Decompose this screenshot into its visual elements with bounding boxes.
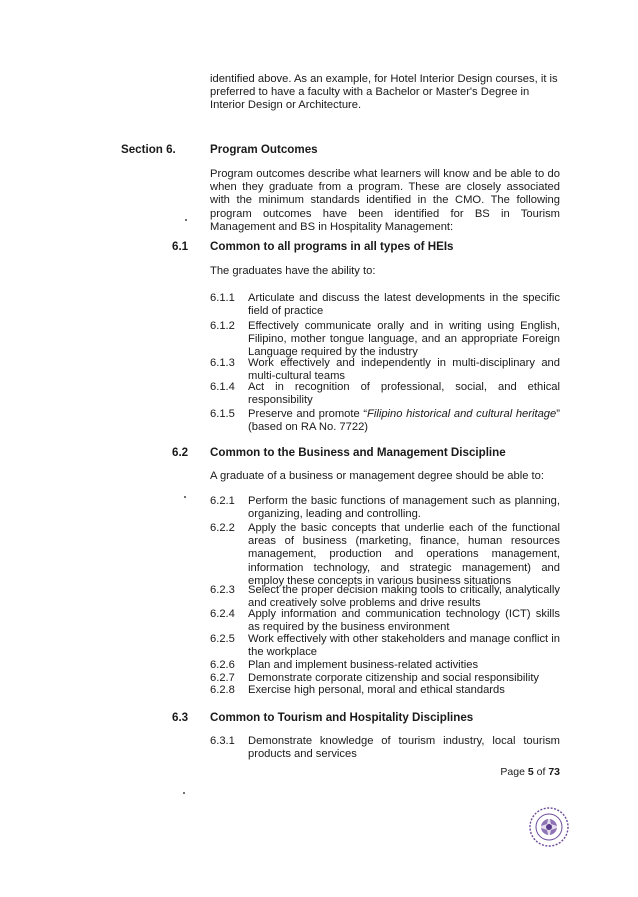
list-item-number: 6.2.8 xyxy=(210,684,235,696)
page-number: Page 5 of 73 xyxy=(500,766,560,778)
list-item xyxy=(210,608,560,634)
list-item-number: 6.2.4 xyxy=(210,608,235,620)
list-item xyxy=(210,659,560,672)
commission-seal-icon xyxy=(528,806,570,848)
subsection-title-6-3: Common to Tourism and Hospitality Disciplines xyxy=(210,711,474,724)
list-item-number: 6.2.5 xyxy=(210,633,235,645)
list-item-number: 6.3.1 xyxy=(210,735,235,747)
subsection-title-6-2: Common to the Business and Management Discipline xyxy=(210,446,506,459)
subsection-number-6-1: 6.1 xyxy=(172,240,189,253)
list-item xyxy=(210,633,560,659)
list-item-text: Select the proper decision making tools to critically, analytically and creatively solve problems and drive results xyxy=(248,584,560,610)
list-item-number: 6.2.3 xyxy=(210,584,235,596)
list-item-text: Work effectively and independently in multi-disciplinary and multi-cultural teams xyxy=(248,357,560,383)
subsection-title-6-1: Common to all programs in all types of HEIs xyxy=(210,240,454,253)
section-paragraph: Program outcomes describe what learners will know and be able to do when they graduate from a program. These are closely associated with the minimum standards identified in the CMO. The following program outcomes have been identified for BS in Tourism Management and BS in Hospitality Management: xyxy=(210,168,560,233)
subsection-lead-6-1: The graduates have the ability to: xyxy=(210,265,376,277)
list-item xyxy=(210,320,560,360)
list-item xyxy=(210,408,560,434)
list-item-number: 6.2.7 xyxy=(210,672,235,684)
list-item-text: Work effectively with other stakeholders and manage conflict in the workplace xyxy=(248,633,560,659)
list-item xyxy=(210,292,560,318)
section-title: Program Outcomes xyxy=(210,143,318,156)
list-item-text: Apply information and communication technology (ICT) skills as required by the business environment xyxy=(248,608,560,634)
list-item-text: Apply the basic concepts that underlie each of the functional areas of business (marketing, finance, human resources management, production and operations management, information technology, and strategic management) and employ these concepts in various business situations xyxy=(248,522,560,587)
list-item xyxy=(210,584,560,610)
list-item-number: 6.1.1 xyxy=(210,292,235,304)
scan-mark xyxy=(185,219,187,221)
list-item xyxy=(210,357,560,383)
subsection-number-6-3: 6.3 xyxy=(172,711,189,724)
list-item-text: Articulate and discuss the latest developments in the specific field of practice xyxy=(248,292,560,318)
list-item-number: 6.2.1 xyxy=(210,495,235,507)
list-item xyxy=(210,735,560,761)
list-item-text: Effectively communicate orally and in writing using English, Filipino, mother tongue language, and an appropriate Foreign Language required by the industry xyxy=(248,320,560,359)
list-item xyxy=(210,522,560,588)
list-item xyxy=(210,495,560,521)
list-item-number: 6.1.5 xyxy=(210,408,235,420)
list-item-number: 6.1.4 xyxy=(210,381,235,393)
subsection-lead-6-2: A graduate of a business or management degree should be able to: xyxy=(210,470,544,482)
list-item-number: 6.1.2 xyxy=(210,320,235,332)
list-item-text: Perform the basic functions of management such as planning, organizing, leading and controlling. xyxy=(248,495,560,521)
intro-paragraph: identified above. As an example, for Hotel Interior Design courses, it is preferred to have a faculty with a Bachelor or Master's Degree in Interior Design or Architecture. xyxy=(210,73,558,112)
scan-mark xyxy=(184,496,186,498)
list-item-number: 6.2.6 xyxy=(210,659,235,671)
list-item-text: Demonstrate corporate citizenship and social responsibility xyxy=(248,672,540,684)
section-label: Section 6. xyxy=(121,143,176,156)
list-item xyxy=(210,381,560,407)
list-item-text: Demonstrate knowledge of tourism industry, local tourism products and services xyxy=(248,735,560,761)
list-item-number: 6.1.3 xyxy=(210,357,235,369)
scan-mark xyxy=(183,792,185,794)
list-item-text: Act in recognition of professional, social, and ethical responsibility xyxy=(248,381,560,407)
list-item-text: Preserve and promote “Filipino historical and cultural heritage” (based on RA No. 7722) xyxy=(248,408,560,434)
list-item xyxy=(210,684,560,697)
list-item-text: Exercise high personal, moral and ethical standards xyxy=(248,684,505,696)
subsection-number-6-2: 6.2 xyxy=(172,446,189,459)
list-item-text: Plan and implement business-related activities xyxy=(248,659,479,671)
list-item-number: 6.2.2 xyxy=(210,522,235,534)
